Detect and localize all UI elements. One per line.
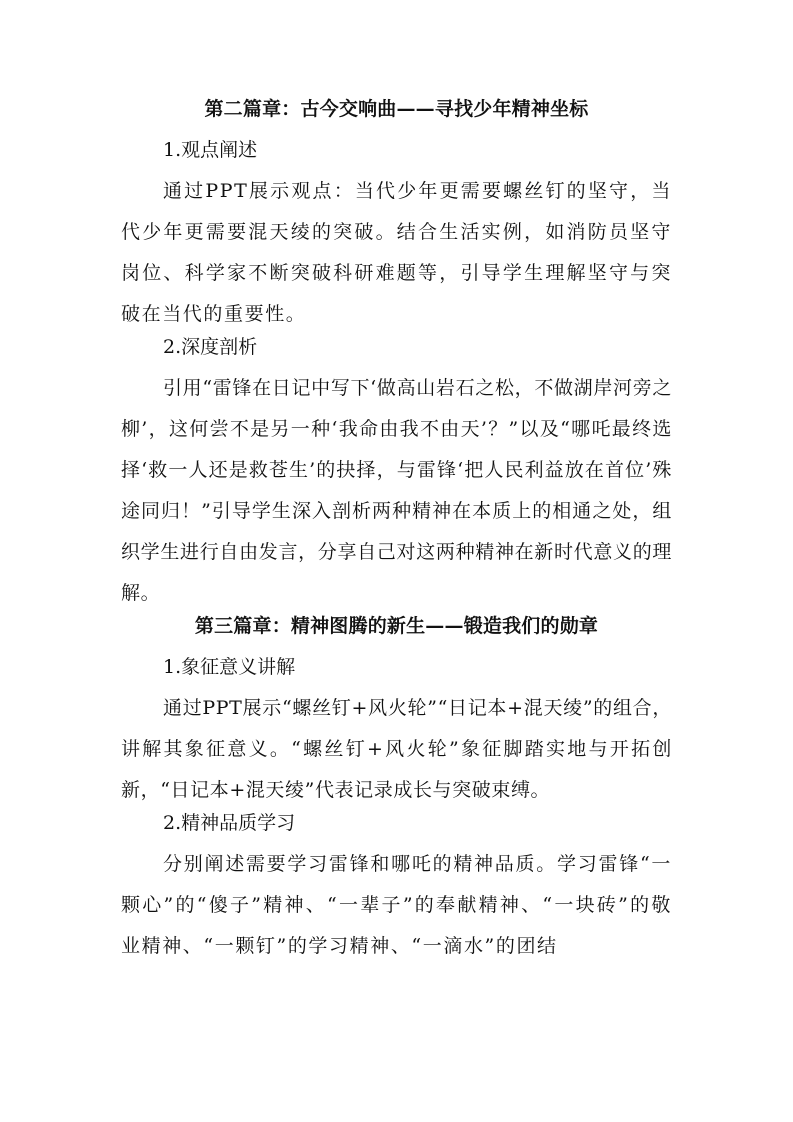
chapter-3-title: 第三篇章：精神图腾的新生——锻造我们的勋章 <box>194 615 599 637</box>
chapter-3-section-2-title: 2.精神品质学习 <box>163 812 296 834</box>
chapter-3-section-1-paragraph: 通过PPT展示“螺丝钉+风火轮”“日记本+混天绫”的组合，讲解其象征意义。“螺丝钉+风火轮”象征脚踏实地与开拓创新，“日记本+混天绫”代表记录成长与突破束缚。 <box>121 697 672 801</box>
chapter-2-title: 第二篇章：古今交响曲——寻找少年精神坐标 <box>204 98 589 120</box>
chapter-3-section-1-title: 1.象征意义讲解 <box>163 656 296 678</box>
chapter-2-section-2-title: 2.深度剖析 <box>163 336 258 358</box>
document-page <box>121 97 672 967</box>
chapter-2-section-1-paragraph: 通过PPT展示观点：当代少年更需要螺丝钉的坚守，当代少年更需要混天绫的突破。结合生活实例，如消防员坚守岗位、科学家不断突破科研难题等，引导学生理解坚守与突破在当代的重要性。 <box>121 180 672 325</box>
chapter-3-section-2-paragraph: 分别阐述需要学习雷锋和哪吒的精神品质。学习雷锋“一颗心”的“傻子”精神、“一辈子”的奉献精神、“一块砖”的敬业精神、“一颗钉”的学习精神、“一滴水”的团结 <box>121 853 672 957</box>
chapter-2-section-2-paragraph: 引用“雷锋在日记中写下‘做高山岩石之松，不做湖岸河旁之柳’，这何尝不是另一种‘我命由我不由天’？”以及“哪吒最终选择‘救一人还是救苍生’的抉择，与雷锋‘把人民利益放在首位’殊途同归！”引导学生深入剖析两种精神在本质上的相通之处，组织学生进行自由发言，分享自己对这两种精神在新时代意义的理解。 <box>121 377 672 604</box>
chapter-2-section-1-title: 1.观点阐述 <box>163 139 258 161</box>
